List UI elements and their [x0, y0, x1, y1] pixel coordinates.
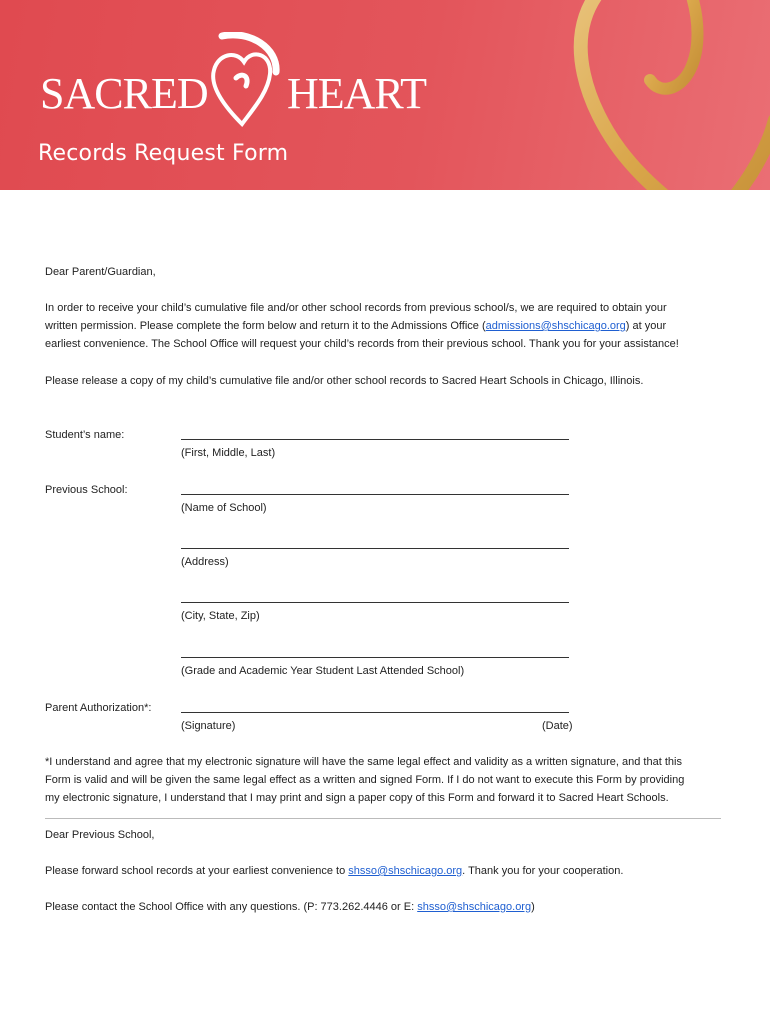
contact-text: Please contact the School Office with any questions. (P: 773.262.4446 or E: [45, 901, 418, 913]
school-name-field[interactable] [181, 494, 569, 495]
student-name-field[interactable] [181, 439, 569, 440]
intro-line-2-end: ) at your [625, 320, 667, 332]
forward-records-line [45, 862, 623, 880]
disclaimer-line-2: Form is valid and will be given the same legal effect as a written and signed Form. If I do not want to execute this Form by providing [45, 774, 685, 786]
grade-year-field[interactable] [181, 657, 569, 658]
form-title: Records Request Form [38, 141, 289, 166]
admissions-email-link[interactable]: admissions@shschicago.org [485, 320, 626, 332]
logo-text-heart: HEART [287, 69, 427, 118]
city-state-zip-field[interactable] [181, 602, 569, 603]
contact-line [45, 898, 535, 916]
school-name-hint: (Name of School) [181, 502, 267, 514]
header-banner [0, 0, 770, 190]
contact-email-link[interactable]: shsso@shschicago.org [417, 901, 532, 913]
disclaimer-line-3: my electronic signature, I understand that I may print and sign a paper copy of this Form and forward it to Sacred Heart Schools. [45, 792, 669, 804]
signature-hint: (Signature) [181, 720, 236, 732]
logo-heart-icon [200, 32, 280, 128]
previous-school-greeting: Dear Previous School, [45, 829, 155, 841]
disclaimer-line-1: *I understand and agree that my electronic signature will have the same legal effect and validity as a written signature, and that this [45, 756, 682, 768]
section-divider [45, 818, 721, 819]
parent-greeting: Dear Parent/Guardian, [45, 266, 156, 278]
parent-authorization-label: Parent Authorization*: [45, 702, 152, 714]
intro-line-2 [45, 317, 666, 335]
address-hint: (Address) [181, 556, 229, 568]
forward-email-link[interactable]: shsso@shschicago.org [348, 865, 463, 877]
intro-line-3: earliest convenience. The School Office will request your child’s records from their previous school. Thank you for your assistance! [45, 338, 679, 350]
previous-school-label: Previous School: [45, 484, 128, 496]
address-field[interactable] [181, 548, 569, 549]
grade-year-hint: (Grade and Academic Year Student Last Attended School) [181, 665, 465, 677]
release-statement: Please release a copy of my child’s cumulative file and/or other school records to Sacred Heart Schools in Chicago, Illinois. [45, 375, 644, 387]
student-name-hint: (First, Middle, Last) [181, 447, 276, 459]
intro-line-1: In order to receive your child’s cumulative file and/or other school records from previous school/s, we are required to obtain your [45, 302, 667, 314]
logo-text-sacred: SACRED [40, 69, 208, 118]
forward-records-text: Please forward school records at your earliest convenience to [45, 865, 349, 877]
signature-field[interactable] [181, 712, 569, 713]
city-state-zip-hint: (City, State, Zip) [181, 610, 260, 622]
date-hint: (Date) [542, 720, 573, 732]
sacred-heart-logo [40, 30, 440, 130]
contact-end: ) [531, 901, 535, 913]
forward-records-end: . Thank you for your cooperation. [462, 865, 624, 877]
student-name-label: Student’s name: [45, 429, 125, 441]
intro-line-2-text: written permission. Please complete the form below and return it to the Admissions Office ( [45, 320, 486, 332]
